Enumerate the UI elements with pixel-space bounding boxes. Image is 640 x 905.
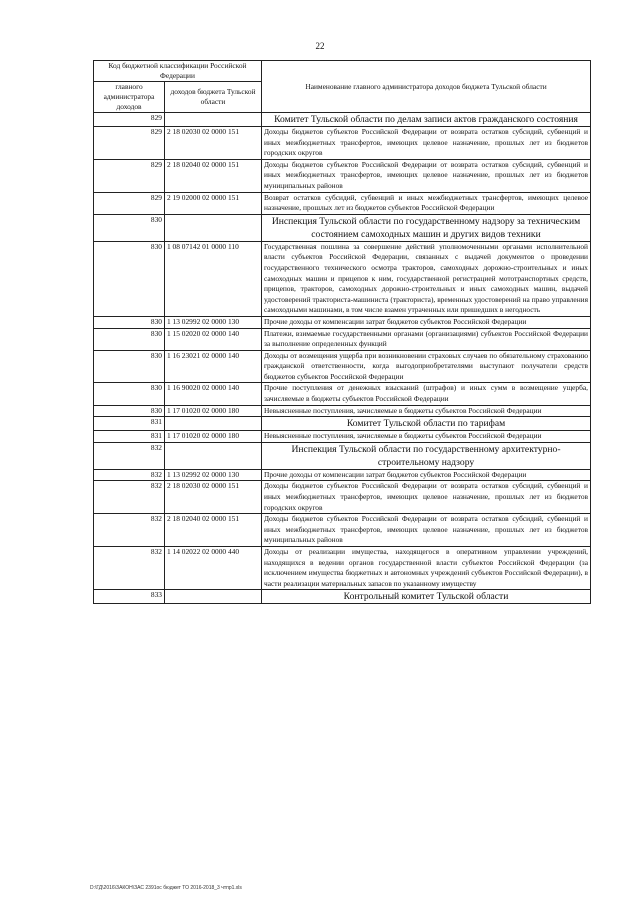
table-row [94,481,591,514]
page-number: 22 [315,41,325,51]
org-row [94,214,591,241]
empty-code-cell [165,214,262,241]
admin-code-cell: 830 [94,328,165,350]
table-row [94,328,591,350]
income-name-cell: Возврат остатков субсидий, субвенций и иных межбюджетных трансфертов, имеющих целевое назначение, прошлых лет из бюджетов субъектов Российской Федерации [262,192,591,214]
income-code-cell: 1 17 01020 02 0000 180 [165,431,262,443]
income-code-cell: 1 16 23021 02 0000 140 [165,350,262,383]
table-row [94,405,591,417]
table-row [94,192,591,214]
org-row [94,590,591,604]
admin-code-cell: 832 [94,481,165,514]
admin-code-cell: 831 [94,431,165,443]
income-name-cell: Прочие доходы от компенсации затрат бюджетов субъектов Российской Федерации [262,316,591,328]
administrator-name-cell: Инспекция Тульской области по государственному надзору за техническим состоянием самоходных машин и других видов техники [262,214,591,241]
income-code-cell: 2 18 02040 02 0000 151 [165,159,262,192]
income-code-cell: 1 08 07142 01 0000 110 [165,241,262,316]
income-name-cell: Прочие поступления от денежных взысканий (штрафов) и иных сумм в возмещение ущерба, зачисляемые в бюджеты субъектов Российской Федерации [262,383,591,405]
org-row [94,417,591,431]
income-name-cell: Доходы бюджетов субъектов Российской Федерации от возврата остатков субсидий, субвенций и иных межбюджетных трансфертов, имеющих целевое назначение, прошлых лет из бюджетов муниципальных районов [262,159,591,192]
income-name-cell: Платежи, взимаемые государственными органами (организациями) субъектов Российской Федерации за выполнение определенных функций [262,328,591,350]
table-row [94,383,591,405]
empty-code-cell [165,442,262,469]
table-row [94,350,591,383]
income-code-cell: 2 18 02030 02 0000 151 [165,481,262,514]
income-code-cell: 1 13 02992 02 0000 130 [165,469,262,481]
administrator-name-cell: Контрольный комитет Тульской области [262,590,591,604]
table-row [94,159,591,192]
income-code-cell: 1 17 01020 02 0000 180 [165,405,262,417]
income-code-cell: 2 19 02000 02 0000 151 [165,192,262,214]
table-row [94,316,591,328]
admin-code-cell: 832 [94,442,165,469]
header-income: доходов бюджета Тульской области [165,82,262,113]
admin-code-cell: 829 [94,127,165,160]
income-name-cell: Доходы от возмещения ущерба при возникновении страховых случаев по обязательному страхованию гражданской ответственности, когда выгодоприобретателями выступают получатели средств бюджетов субъектов Российской Федерации [262,350,591,383]
admin-code-cell: 830 [94,241,165,316]
admin-code-cell: 832 [94,469,165,481]
footer-file-path: D:\ГД\2016\ЗАКОН\ЗАС 2391ос бюджет ТО 2016-2018_3 чтпр1.xls [90,885,242,891]
org-row [94,113,591,127]
admin-code-cell: 830 [94,383,165,405]
admin-code-cell: 829 [94,192,165,214]
income-code-cell: 1 15 02020 02 0000 140 [165,328,262,350]
income-code-cell: 1 14 02022 02 0000 440 [165,547,262,590]
income-name-cell: Доходы бюджетов субъектов Российской Федерации от возврата остатков субсидий, субвенций и иных межбюджетных трансфертов, имеющих целевое назначение, прошлых лет из бюджетов городских округов [262,127,591,160]
administrator-name-cell: Комитет Тульской области по тарифам [262,417,591,431]
income-name-cell: Доходы бюджетов субъектов Российской Федерации от возврата остатков субсидий, субвенций и иных межбюджетных трансфертов, имеющих целевое назначение, прошлых лет из бюджетов муниципальных районов [262,514,591,547]
admin-code-cell: 830 [94,214,165,241]
admin-code-cell: 829 [94,113,165,127]
admin-code-cell: 830 [94,350,165,383]
income-name-cell: Государственная пошлина за совершение действий уполномоченными органами исполнительной власти субъектов Российской Федерации, связанных с выдачей документов о проведении государственного технического осмотра тракторов, самоходных дорожно-строительных и иных самоходных машин и прицепов к ним, государственной регистрацией мототранспортных средств, прицепов, тракторов, самоходных дорожно-строительных и иных самоходных машин, выдачей удостоверений тракториста-машиниста (тракториста), временных удостоверений на право управления самоходными машинами, в том числе взамен утраченных или пришедших в негодность [262,241,591,316]
empty-code-cell [165,590,262,604]
admin-code-cell: 832 [94,514,165,547]
admin-code-cell: 830 [94,316,165,328]
table-row [94,431,591,443]
budget-classification-table [93,60,591,604]
header-admin: главного администратора доходов [94,82,165,113]
income-name-cell: Прочие доходы от компенсации затрат бюджетов субъектов Российской Федерации [262,469,591,481]
header-name: Наименование главного администратора доходов бюджета Тульской области [262,61,591,113]
table-row [94,547,591,590]
administrator-name-cell: Инспекция Тульской области по государственному архитектурно-строительному надзору [262,442,591,469]
income-code-cell: 2 18 02030 02 0000 151 [165,127,262,160]
admin-code-cell: 829 [94,159,165,192]
income-code-cell: 2 18 02040 02 0000 151 [165,514,262,547]
income-name-cell: Доходы от реализации имущества, находящегося в оперативном управлении учреждений, находящихся в ведении органов государственной власти субъектов Российской Федерации (за исключением имущества бюджетных и автономных учреждений субъектов Российской Федерации), в части реализации материальных запасов по указанному имуществу [262,547,591,590]
table-row [94,469,591,481]
header-code-group: Код бюджетной классификации Российской Федерации [94,61,262,82]
admin-code-cell: 833 [94,590,165,604]
empty-code-cell [165,417,262,431]
income-name-cell: Невыясненные поступления, зачисляемые в бюджеты субъектов Российской Федерации [262,431,591,443]
table-row [94,241,591,316]
table-row [94,127,591,160]
empty-code-cell [165,113,262,127]
table-row [94,514,591,547]
income-code-cell: 1 13 02992 02 0000 130 [165,316,262,328]
admin-code-cell: 830 [94,405,165,417]
header-row-top [94,61,591,82]
income-code-cell: 1 16 90020 02 0000 140 [165,383,262,405]
admin-code-cell: 831 [94,417,165,431]
administrator-name-cell: Комитет Тульской области по делам записи актов гражданского состояния [262,113,591,127]
admin-code-cell: 832 [94,547,165,590]
org-row [94,442,591,469]
table-body [94,113,591,604]
income-name-cell: Доходы бюджетов субъектов Российской Федерации от возврата остатков субсидий, субвенций и иных межбюджетных трансфертов, имеющих целевое назначение, прошлых лет из бюджетов городских округов [262,481,591,514]
income-name-cell: Невыясненные поступления, зачисляемые в бюджеты субъектов Российской Федерации [262,405,591,417]
